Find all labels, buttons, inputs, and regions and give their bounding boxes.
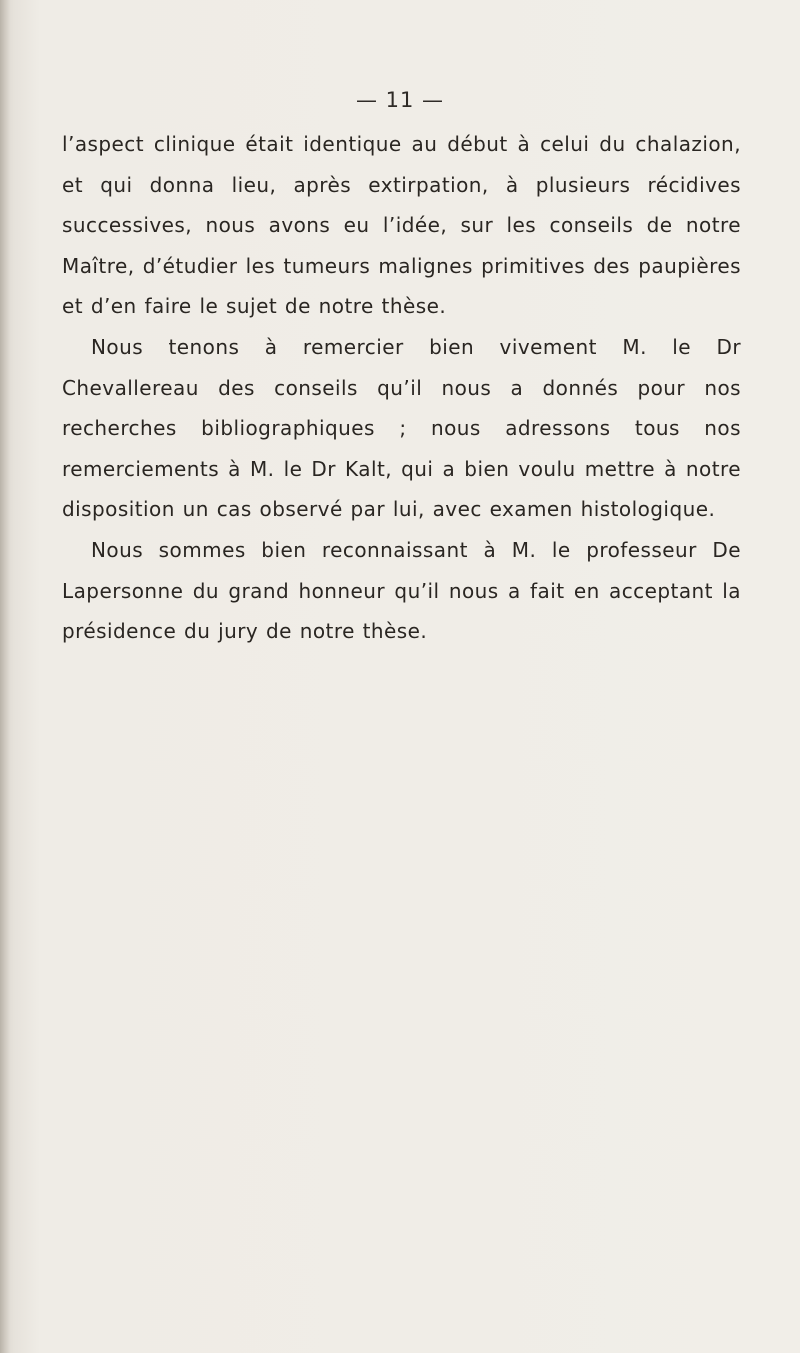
body-text xyxy=(62,124,741,652)
paragraph-2: Nous tenons à remercier bien vivement M. le Dr Chevallereau des conseils qu’il nous a donnés pour nos recherches bibliographiques ; nous adressons tous nos remerciements à M. le Dr Kalt, qui a bien voulu mettre à notre disposition un cas observé par lui, avec examen histologique. xyxy=(62,334,741,522)
binding-edge xyxy=(0,0,10,1353)
paragraph-3: Nous sommes bien reconnaissant à M. le professeur De Lapersonne du grand honneur qu’il nous a fait en acceptant la présidence du jury de notre thèse. xyxy=(62,537,741,644)
paragraph-1: l’aspect clinique était identique au début à celui du chalazion, et qui donna lieu, après extirpation, à plusieurs récidives successives, nous avons eu l’idée, sur les conseils de notre Maître, d’étudier les tumeurs malignes primitives des paupières et d’en faire le sujet de notre thèse. xyxy=(62,132,741,319)
page-number: — 11 — xyxy=(355,88,445,112)
